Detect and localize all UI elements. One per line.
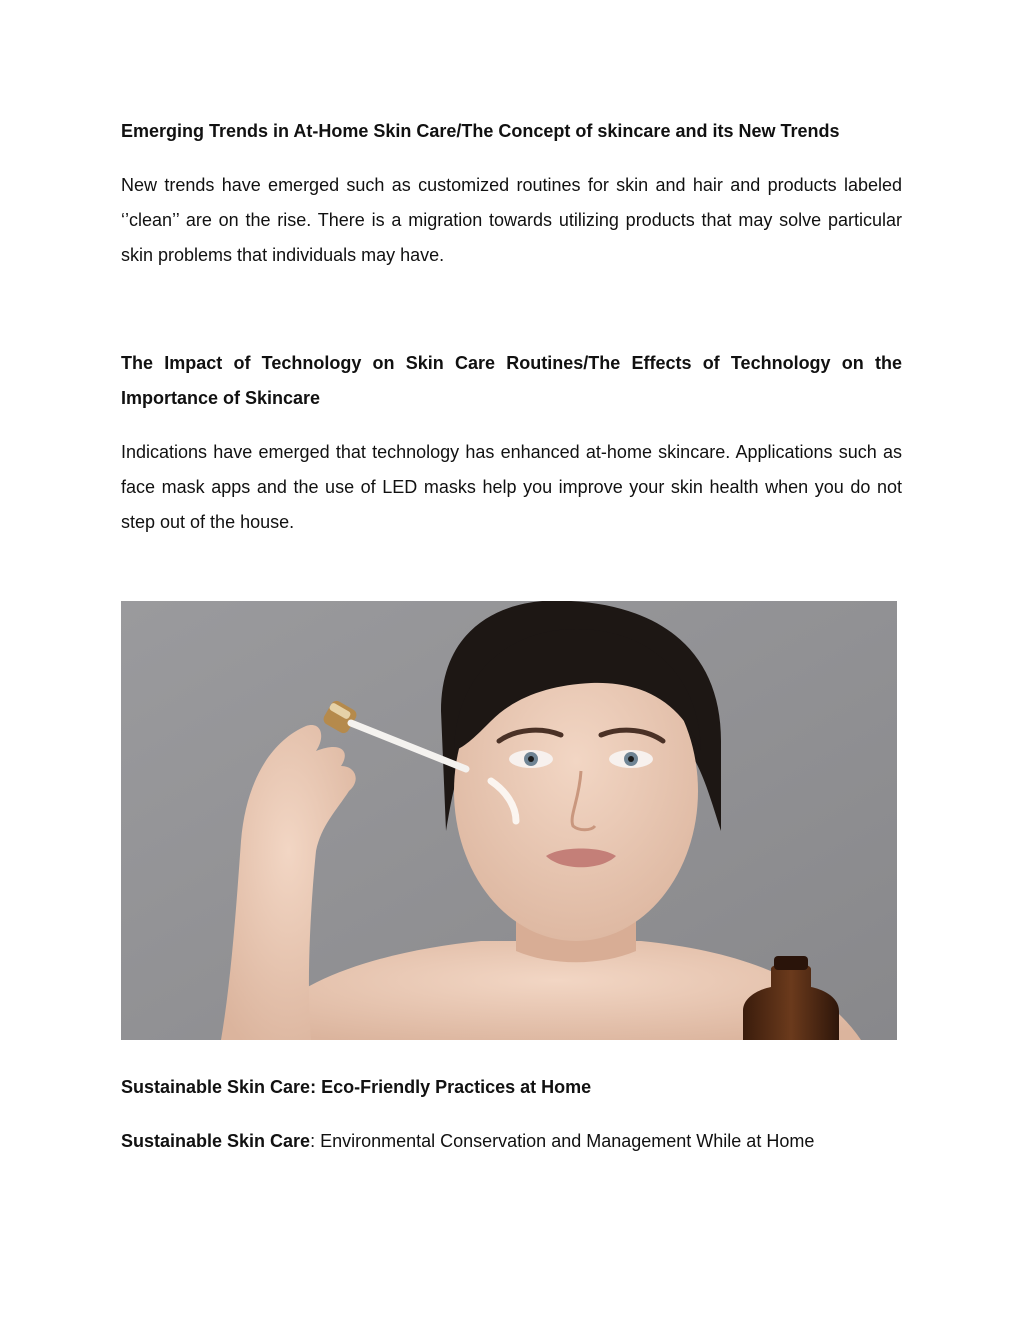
sustainable-skin-care-rest: : Environmental Conservation and Management While at Home (310, 1131, 815, 1151)
skincare-woman-photo (121, 601, 897, 1040)
document-page (121, 112, 902, 1159)
sustainable-skin-care-bold-label: Sustainable Skin Care (121, 1131, 311, 1151)
section-body-technology-impact: Indications have emerged that technology has enhanced at-home skincare. Applications such as face mask apps and the use of LED masks help you improve your skin health when you do not step out of the house. (121, 442, 902, 532)
section-body-emerging-trends: New trends have emerged such as customized routines for skin and hair and products labeled ‘’clean’’ are on the rise. There is a migration towards utilizing products that may solve particular skin problems that individuals may have. (121, 175, 902, 265)
section-heading-technology-impact: The Impact of Technology on Skin Care Routines/The Effects of Technology on the Importance of Skincare (121, 353, 902, 408)
section-heading-sustainable-skin-care: Sustainable Skin Care: Eco-Friendly Practices at Home (121, 1077, 592, 1097)
section-heading-emerging-trends: Emerging Trends in At-Home Skin Care/The Concept of skincare and its New Trends (121, 121, 840, 141)
section-body-sustainable-skin-care (121, 1124, 902, 1159)
